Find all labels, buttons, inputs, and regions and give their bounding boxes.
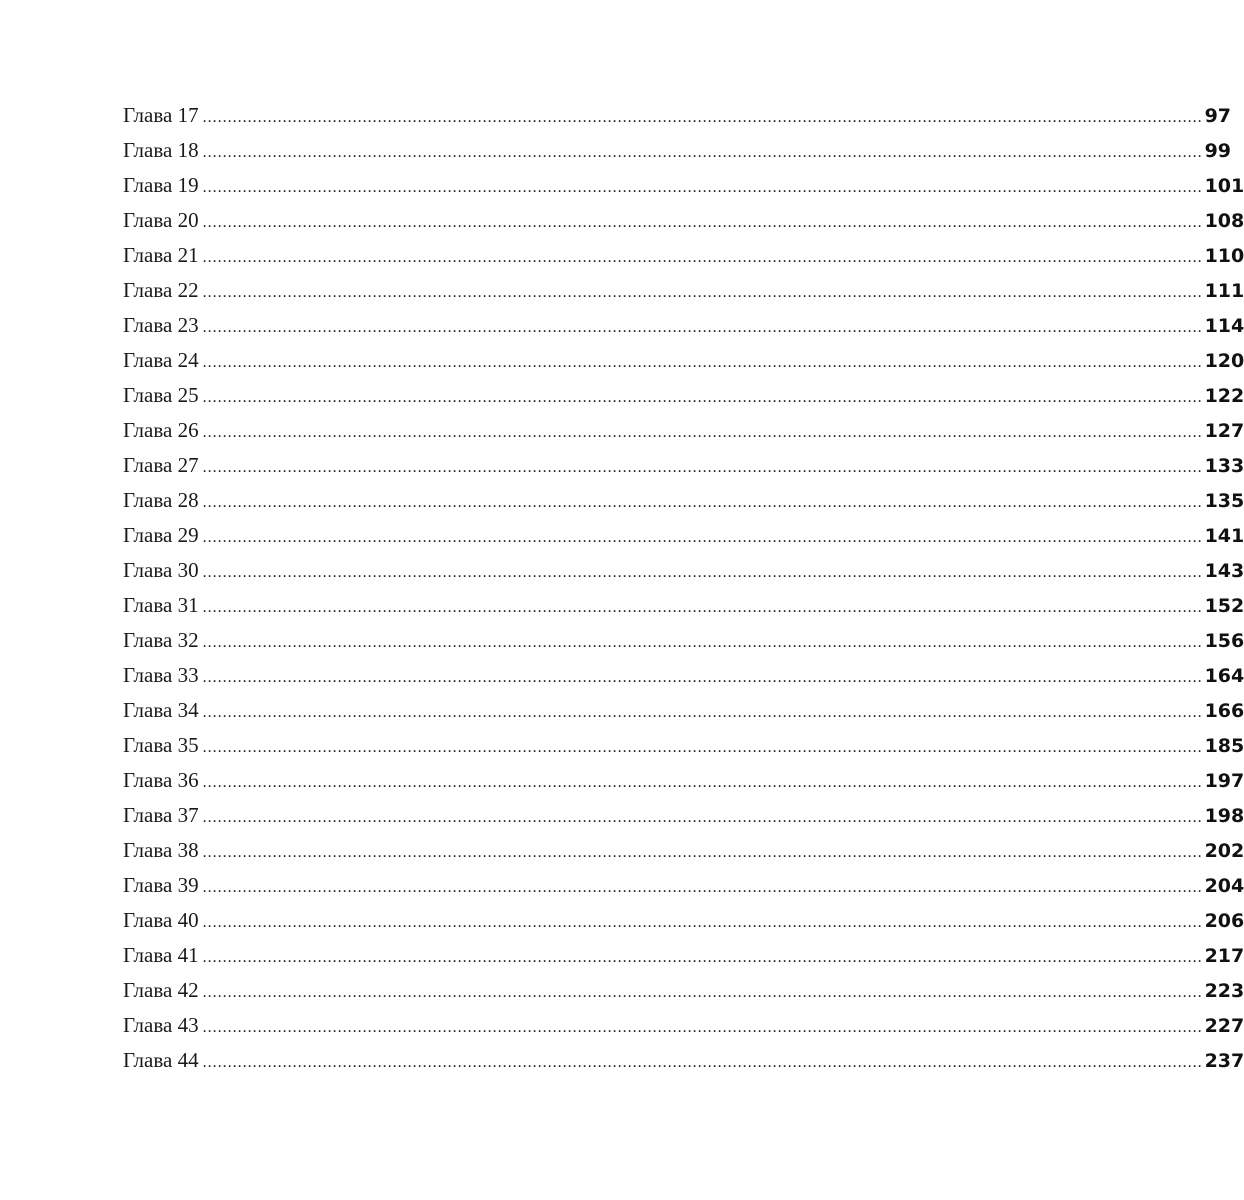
toc-entry — [123, 623, 1244, 658]
toc-entry — [123, 973, 1244, 1008]
page-number: 108 — [1204, 210, 1244, 232]
dot-leader: ........................................................................................................................................................................................................ — [202, 389, 1203, 406]
page-number: 166 — [1204, 700, 1244, 722]
chapter-title: Глава 28 — [123, 488, 199, 512]
dot-leader: ........................................................................................................................................................................................................ — [202, 634, 1203, 651]
page-number: 204 — [1204, 875, 1244, 897]
page-number: 101 — [1204, 175, 1244, 197]
page-number: 198 — [1204, 805, 1244, 827]
dot-leader: ........................................................................................................................................................................................................ — [202, 459, 1203, 476]
chapter-title: Глава 32 — [123, 628, 199, 652]
dot-leader: ........................................................................................................................................................................................................ — [202, 1019, 1203, 1036]
page-number: 133 — [1204, 455, 1244, 477]
chapter-title: Глава 18 — [123, 138, 199, 162]
page-number: 143 — [1204, 560, 1244, 582]
chapter-title: Глава 38 — [123, 838, 199, 862]
dot-leader: ........................................................................................................................................................................................................ — [202, 214, 1203, 231]
toc-entry — [123, 588, 1244, 623]
toc-entry — [123, 238, 1244, 273]
chapter-title: Глава 25 — [123, 383, 199, 407]
chapter-title: Глава 37 — [123, 803, 199, 827]
chapter-title: Глава 19 — [123, 173, 199, 197]
dot-leader: ........................................................................................................................................................................................................ — [202, 249, 1203, 266]
dot-leader: ........................................................................................................................................................................................................ — [202, 844, 1203, 861]
toc-entry — [123, 693, 1244, 728]
chapter-title: Глава 36 — [123, 768, 199, 792]
toc-entry — [123, 763, 1244, 798]
chapter-title: Глава 17 — [123, 103, 199, 127]
toc-entry — [123, 798, 1244, 833]
chapter-title: Глава 42 — [123, 978, 199, 1002]
page-number: 237 — [1204, 1050, 1244, 1072]
chapter-title: Глава 40 — [123, 908, 199, 932]
toc-entry — [123, 378, 1244, 413]
dot-leader: ........................................................................................................................................................................................................ — [202, 424, 1203, 441]
page-number: 156 — [1204, 630, 1244, 652]
toc-entry — [123, 483, 1244, 518]
dot-leader: ........................................................................................................................................................................................................ — [202, 669, 1203, 686]
chapter-title: Глава 21 — [123, 243, 199, 267]
toc-entry — [123, 833, 1244, 868]
toc-entry — [123, 728, 1244, 763]
toc-entry — [123, 98, 1232, 133]
dot-leader: ........................................................................................................................................................................................................ — [202, 774, 1203, 791]
toc-entry — [123, 938, 1244, 973]
page-number: 164 — [1204, 665, 1244, 687]
toc-entry — [123, 658, 1244, 693]
chapter-title: Глава 27 — [123, 453, 199, 477]
chapter-title: Глава 31 — [123, 593, 199, 617]
page-number: 202 — [1204, 840, 1244, 862]
dot-leader: ........................................................................................................................................................................................................ — [202, 1054, 1203, 1071]
toc-entry — [123, 168, 1244, 203]
toc-entry — [123, 273, 1244, 308]
dot-leader: ........................................................................................................................................................................................................ — [202, 529, 1203, 546]
chapter-title: Глава 22 — [123, 278, 199, 302]
page-number: 135 — [1204, 490, 1244, 512]
toc-entry — [123, 413, 1244, 448]
page-number: 97 — [1204, 105, 1232, 127]
page-number: 127 — [1204, 420, 1244, 442]
toc-entry — [123, 518, 1244, 553]
toc-entry — [123, 203, 1244, 238]
chapter-title: Глава 33 — [123, 663, 199, 687]
page-number: 152 — [1204, 595, 1244, 617]
chapter-title: Глава 23 — [123, 313, 199, 337]
page-number: 122 — [1204, 385, 1244, 407]
chapter-title: Глава 20 — [123, 208, 199, 232]
toc-entry — [123, 343, 1244, 378]
chapter-title: Глава 35 — [123, 733, 199, 757]
page-number: 206 — [1204, 910, 1244, 932]
page-number: 217 — [1204, 945, 1244, 967]
chapter-title: Глава 34 — [123, 698, 199, 722]
page-number: 141 — [1204, 525, 1244, 547]
toc-entry — [123, 1043, 1244, 1078]
dot-leader: ........................................................................................................................................................................................................ — [202, 739, 1203, 756]
table-of-contents — [123, 98, 1244, 1078]
dot-leader: ........................................................................................................................................................................................................ — [202, 144, 1203, 161]
dot-leader: ........................................................................................................................................................................................................ — [202, 319, 1203, 336]
page-number: 120 — [1204, 350, 1244, 372]
dot-leader: ........................................................................................................................................................................................................ — [202, 354, 1203, 371]
toc-entry — [123, 448, 1244, 483]
dot-leader: ........................................................................................................................................................................................................ — [202, 284, 1203, 301]
dot-leader: ........................................................................................................................................................................................................ — [202, 494, 1203, 511]
dot-leader: ........................................................................................................................................................................................................ — [202, 914, 1203, 931]
chapter-title: Глава 44 — [123, 1048, 199, 1072]
chapter-title: Глава 30 — [123, 558, 199, 582]
toc-entry — [123, 308, 1244, 343]
dot-leader: ........................................................................................................................................................................................................ — [202, 704, 1203, 721]
chapter-title: Глава 26 — [123, 418, 199, 442]
page-number: 227 — [1204, 1015, 1244, 1037]
chapter-title: Глава 43 — [123, 1013, 199, 1037]
dot-leader: ........................................................................................................................................................................................................ — [202, 599, 1203, 616]
toc-entry — [123, 133, 1232, 168]
toc-entry — [123, 1008, 1244, 1043]
dot-leader: ........................................................................................................................................................................................................ — [202, 984, 1203, 1001]
chapter-title: Глава 41 — [123, 943, 199, 967]
page-number: 110 — [1204, 245, 1244, 267]
page-number: 111 — [1204, 280, 1244, 302]
dot-leader: ........................................................................................................................................................................................................ — [202, 179, 1203, 196]
page-number: 99 — [1204, 140, 1232, 162]
toc-entry — [123, 868, 1244, 903]
dot-leader: ........................................................................................................................................................................................................ — [202, 879, 1203, 896]
chapter-title: Глава 24 — [123, 348, 199, 372]
chapter-title: Глава 39 — [123, 873, 199, 897]
chapter-title: Глава 29 — [123, 523, 199, 547]
dot-leader: ........................................................................................................................................................................................................ — [202, 564, 1203, 581]
page-number: 114 — [1204, 315, 1244, 337]
page-number: 197 — [1204, 770, 1244, 792]
page-number: 185 — [1204, 735, 1244, 757]
toc-entry — [123, 553, 1244, 588]
dot-leader: ........................................................................................................................................................................................................ — [202, 949, 1203, 966]
page-number: 223 — [1204, 980, 1244, 1002]
dot-leader: ........................................................................................................................................................................................................ — [202, 109, 1203, 126]
toc-entry — [123, 903, 1244, 938]
dot-leader: ........................................................................................................................................................................................................ — [202, 809, 1203, 826]
